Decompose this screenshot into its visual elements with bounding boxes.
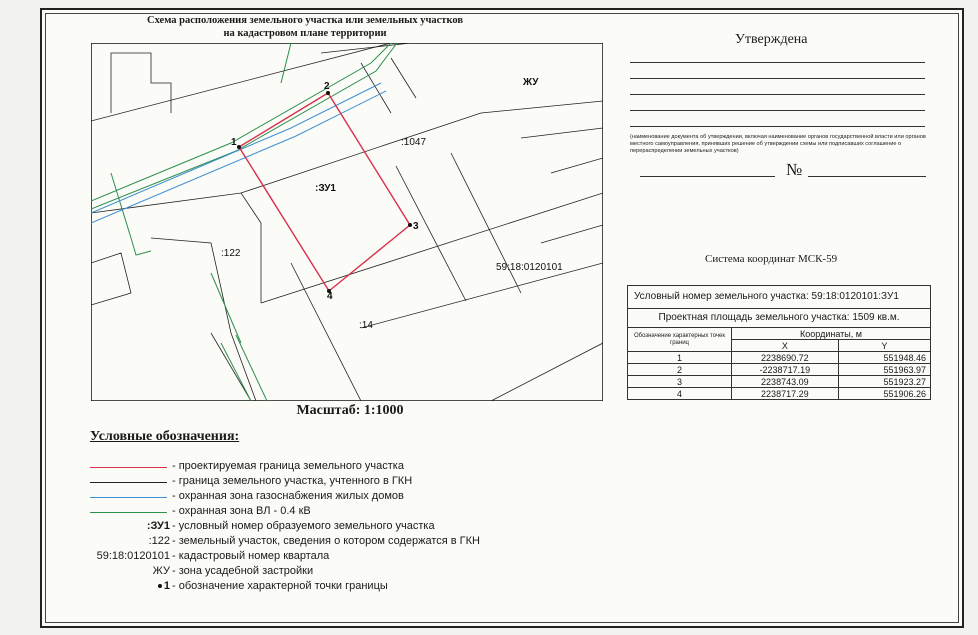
legend-item: 59:18:0120101 - кадастровый номер квартала [96,550,330,562]
legend-item: - проектируемая граница земельного участка [0,460,600,475]
legend-red-line [90,467,167,468]
plot-number: Условный номер земельного участка: 59:18:0120101:ЗУ1 [628,286,931,309]
point-label-2: 2 [324,81,330,92]
map-title-line2: на кадастровом плане территории [223,28,387,39]
legend-item: - охранная зона газоснабжения жилых домов [0,490,600,505]
point-label-4: 4 [327,291,333,302]
table-row: 3 2238743.09 551923.27 [628,376,931,388]
col-point-header: Обозначение характерных точек границ [628,328,732,352]
map-title [90,14,520,40]
legend-item: :122 - земельный участок, сведения о котором содержатся в ГКН [148,535,480,547]
label-1047: :1047 [401,137,427,148]
legend-item: :ЗУ1 - условный номер образуемого земельного участка [146,520,435,532]
legend-black-line [90,482,167,483]
point-dot-icon [158,584,162,588]
approval-line [630,126,925,127]
coordinates-table [627,285,931,400]
label-14: :14 [359,320,373,331]
legend-green-line [90,512,167,513]
map-scale: Масштаб: 1:1000 [296,403,404,418]
label-122: :122 [221,248,241,259]
point-label-1: 1 [231,137,237,148]
coordinate-system: Система координат МСК-59 [705,253,838,265]
col-coords-header: Координаты, м [732,328,931,340]
approval-title: Утверждена [735,32,808,47]
label-zu1: :ЗУ1 [315,183,336,194]
label-zhu: ЖУ [523,77,539,88]
approval-line [630,94,925,95]
table-row: 2 -2238717.19 551963.97 [628,364,931,376]
cadastral-map [91,43,603,401]
point-label-3: 3 [413,221,419,232]
plot-area: Проектная площадь земельного участка: 1509 кв.м. [628,309,931,328]
legend-item: - граница земельного участка, учтенного в ГКН [0,475,600,490]
label-kvartal: 59:18:0120101 [496,262,563,273]
approval-line [630,78,925,79]
legend-blue-line [90,497,167,498]
approval-line [630,62,925,63]
approval-line [630,110,925,111]
map-title-line1: Схема расположения земельного участка или земельных участков [146,15,464,26]
legend-item: ЖУ - зона усадебной застройки [152,565,314,577]
table-row: 4 2238717.29 551906.26 [628,388,931,400]
approval-number-line [808,176,926,177]
approval-date-line [640,176,775,177]
col-y-header: Y [838,340,930,352]
legend-item: - охранная зона ВЛ - 0.4 кВ [0,505,600,520]
approval-note: (наименование документа об утверждении, включая наименование органов государственной власти или органов местного самоуправления, принявших решение об утверждении схемы или подписавших соглашение о перераспределении земельных участков) [630,134,926,154]
approval-number-sign: № [786,160,803,179]
legend-title: Условные обозначения: [90,429,240,444]
table-row: 1 2238690.72 551948.46 [628,352,931,364]
legend-item: 1 - обозначение характерной точки границы [0,580,600,595]
col-x-header: X [732,340,839,352]
